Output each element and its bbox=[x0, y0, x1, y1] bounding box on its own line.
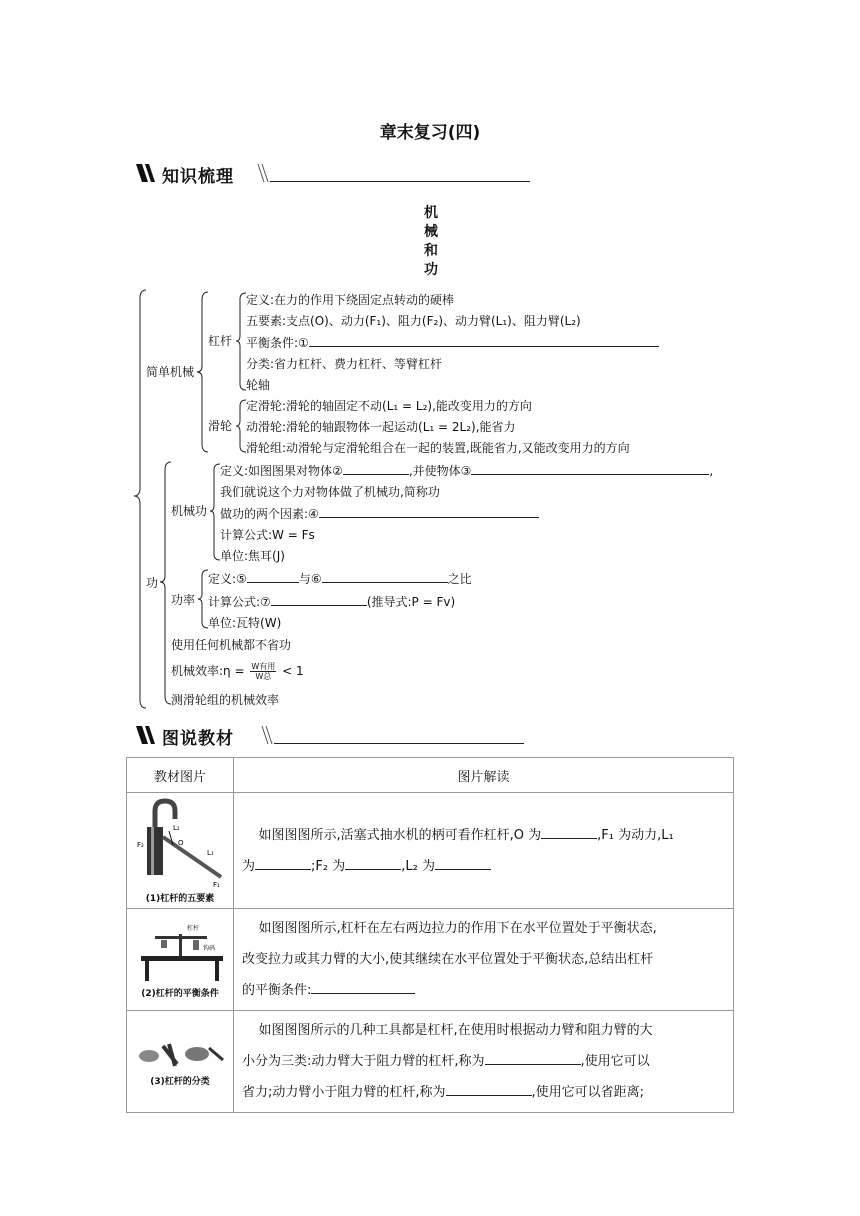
node-mechanical-work: 机械功 bbox=[171, 504, 208, 518]
blank-2[interactable] bbox=[343, 462, 409, 475]
row2-text-b: 改变拉力或其力臂的大小,使其继续在水平位置处于平衡状态,总结出杠杆 bbox=[242, 952, 654, 967]
mw-factors-label: 做功的两个因素:④ bbox=[220, 507, 319, 521]
node-work: 功 bbox=[146, 576, 159, 590]
fig-label-lever: 杠杆 bbox=[187, 925, 200, 932]
table-header-row bbox=[127, 758, 734, 793]
node-simple-machine: 简单机械 bbox=[146, 365, 195, 379]
eff-label: 机械效率:η = bbox=[171, 664, 245, 678]
figure-cell-1 bbox=[127, 793, 234, 909]
row3-text-e: ,使用它可以省距离; bbox=[531, 1085, 645, 1100]
lever-balance-figure bbox=[133, 920, 227, 982]
lever-five-elements: 五要素:支点(O)、动力(F₁)、阻力(F₂)、动力臂(L₁)、阻力臂(L₂) bbox=[246, 314, 581, 328]
p-def-part-c: 之比 bbox=[447, 572, 472, 586]
p-formula-derived: (推导式:P = Fv) bbox=[366, 595, 456, 609]
row2-text-c: 的平衡条件: bbox=[242, 983, 312, 998]
node-lever: 杠杆 bbox=[208, 334, 233, 348]
row1-text-d: ;F₂ 为 bbox=[311, 858, 346, 874]
row1-text-b: ,F₁ 为动力,L₁ bbox=[597, 827, 674, 843]
root-char: 和 bbox=[424, 243, 438, 259]
mw-def-part-c: , bbox=[709, 464, 714, 478]
blank-row1-a[interactable] bbox=[541, 826, 597, 839]
root-char: 机 bbox=[424, 205, 438, 221]
pulley-group: 滑轮组:动滑轮与定滑轮组合在一起的装置,既能省力,又能改变用力的方向 bbox=[246, 441, 630, 455]
root-char: 功 bbox=[424, 262, 438, 278]
node-pulley: 滑轮 bbox=[208, 419, 233, 433]
row3-text-a: 如图图图所示的几种工具都是杠杆,在使用时根据动力臂和阻力臂的大 bbox=[258, 1023, 653, 1038]
mech-work-factors bbox=[220, 505, 539, 522]
eff-denominator: W总 bbox=[255, 672, 272, 681]
mechanical-efficiency bbox=[171, 662, 304, 681]
blank-3[interactable] bbox=[471, 462, 709, 475]
table-row bbox=[127, 1011, 734, 1113]
mech-work-definition-2: 我们就说这个力对物体做了机械功,简称功 bbox=[220, 485, 440, 499]
fig-label-f1: F₁ bbox=[213, 881, 220, 887]
blank-5[interactable] bbox=[247, 570, 299, 583]
figure-cell-2 bbox=[127, 909, 234, 1011]
blank-row3-a[interactable] bbox=[485, 1052, 581, 1065]
power-formula bbox=[208, 593, 455, 610]
mech-work-unit: 单位:焦耳(J) bbox=[220, 549, 285, 563]
pump-lever-figure bbox=[133, 797, 227, 887]
lever-classification: 分类:省力杠杆、费力杠杆、等臂杠杆 bbox=[246, 357, 443, 371]
mech-work-definition bbox=[220, 462, 713, 479]
row3-text-d: 省力;动力臂小于阻力臂的杠杆,称为 bbox=[242, 1085, 446, 1100]
table-row bbox=[127, 793, 734, 909]
table-row bbox=[127, 909, 734, 1011]
fig-label-o: O bbox=[178, 839, 184, 847]
textbook-table bbox=[126, 757, 734, 1113]
row1-text-e: ,L₂ 为 bbox=[401, 858, 435, 874]
blank-row1-d[interactable] bbox=[435, 857, 491, 870]
section-title-knowledge: 知识梳理 bbox=[162, 167, 234, 187]
eff-numerator: W有用 bbox=[251, 662, 276, 671]
blank-6[interactable] bbox=[322, 570, 448, 583]
p-formula-label: 计算公式:⑦ bbox=[208, 595, 271, 609]
blank-row2-a[interactable] bbox=[311, 981, 415, 994]
figure-caption-2: (2)杠杆的平衡条件 bbox=[141, 989, 219, 999]
row2-text-a: 如图图图所示,杠杆在左右两边拉力的作用下在水平位置处于平衡状态, bbox=[258, 921, 657, 936]
power-unit: 单位:瓦特(W) bbox=[208, 616, 282, 630]
blank-7[interactable] bbox=[271, 593, 367, 606]
double-slash-icon bbox=[260, 726, 276, 744]
interpretation-cell-1 bbox=[234, 793, 734, 909]
wheel-axle: 轮轴 bbox=[246, 378, 271, 392]
eff-tail: < 1 bbox=[282, 664, 304, 678]
no-work-saving: 使用任何机械都不省功 bbox=[171, 638, 292, 652]
root-char: 械 bbox=[424, 224, 438, 240]
page-title: 章末复习(四) bbox=[379, 123, 481, 143]
power-definition bbox=[208, 570, 472, 587]
section-header-textbook bbox=[134, 722, 534, 748]
section-title-textbook: 图说教材 bbox=[162, 729, 234, 749]
p-def-part-b: 与⑥ bbox=[298, 572, 322, 586]
fig-label-f2: F₂ bbox=[137, 841, 144, 849]
measure-efficiency: 测滑轮组的机械效率 bbox=[171, 693, 280, 707]
node-power: 功率 bbox=[171, 593, 196, 607]
row3-text-b: 小分为三类:动力臂大于阻力臂的杠杆,称为 bbox=[242, 1054, 485, 1069]
lever-balance-label: 平衡条件:① bbox=[246, 336, 309, 350]
row3-text-c: ,使用它可以 bbox=[580, 1054, 650, 1069]
p-def-part-a: 定义:⑤ bbox=[208, 572, 247, 586]
lever-tools-figure bbox=[133, 1036, 227, 1070]
header-interpretation: 图片解读 bbox=[234, 758, 734, 793]
mech-work-formula: 计算公式:W = Fs bbox=[220, 528, 315, 542]
figure-caption-1: (1)杠杆的五要素 bbox=[145, 894, 215, 904]
fig-label-weight: 钩码 bbox=[203, 945, 216, 952]
blank-1[interactable] bbox=[309, 334, 659, 347]
header-image: 教材图片 bbox=[127, 758, 234, 793]
interpretation-cell-3 bbox=[234, 1011, 734, 1113]
blank-row1-c[interactable] bbox=[345, 857, 401, 870]
blank-4[interactable] bbox=[319, 505, 539, 518]
figure-cell-3 bbox=[127, 1011, 234, 1113]
row1-text-a: 如图图图所示,活塞式抽水机的柄可看作杠杆,O 为 bbox=[258, 827, 542, 843]
mw-def-part-b: ,并使物体③ bbox=[408, 464, 472, 478]
pulley-fixed: 定滑轮:滑轮的轴固定不动(L₁ = L₂),能改变用力的方向 bbox=[246, 399, 532, 413]
lever-balance-condition bbox=[246, 334, 659, 351]
fig-label-l1: L₁ bbox=[207, 849, 214, 857]
mw-def-part-a: 定义:如图图果对物体② bbox=[220, 464, 343, 478]
lever-definition: 定义:在力的作用下绕固定点转动的硬棒 bbox=[246, 293, 455, 307]
blank-row3-b[interactable] bbox=[446, 1083, 532, 1096]
figure-caption-3: (3)杠杆的分类 bbox=[150, 1077, 210, 1087]
blank-row1-b[interactable] bbox=[255, 857, 311, 870]
fig-label-l2: L₂ bbox=[173, 824, 180, 832]
interpretation-cell-2 bbox=[234, 909, 734, 1011]
slash-mark-icon bbox=[134, 726, 160, 744]
row1-text-c: 为 bbox=[242, 858, 256, 874]
pulley-moving: 动滑轮:滑轮的轴跟物体一起运动(L₁ = 2L₂),能省力 bbox=[246, 420, 516, 434]
